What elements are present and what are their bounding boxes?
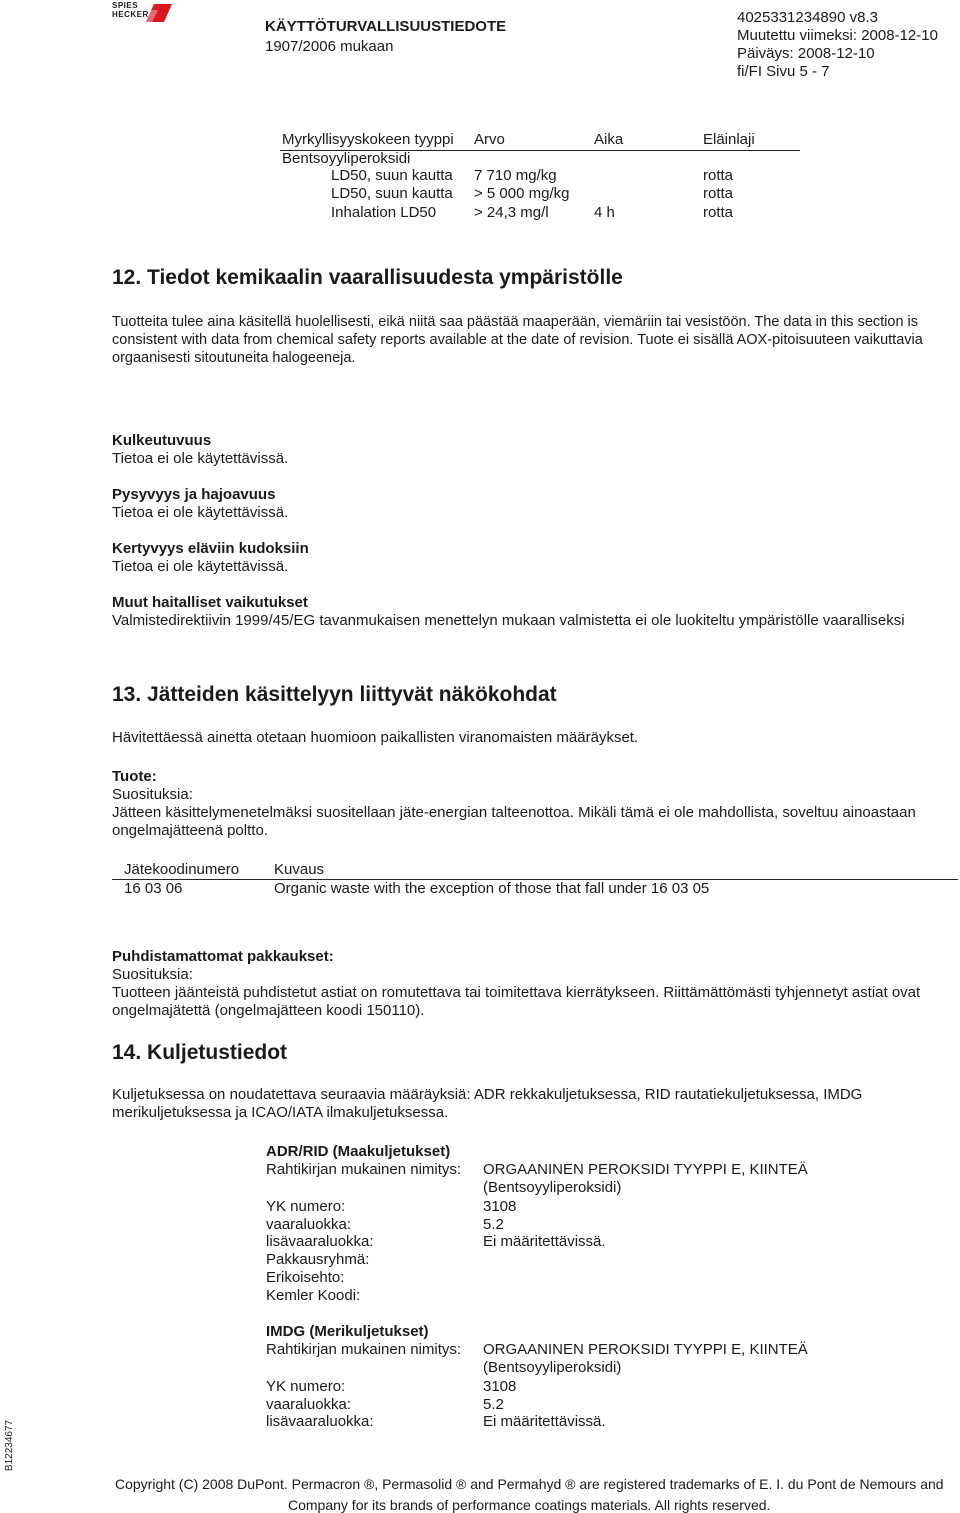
adr-shipping-name-2: (Bentsoyyliperoksidi) — [483, 1179, 622, 1196]
imdg-un-value: 3108 — [483, 1378, 517, 1395]
adr-un-value: 3108 — [483, 1198, 517, 1215]
tox-row-type: LD50, suun kautta — [331, 185, 453, 202]
packaging-heading: Puhdistamattomat pakkaukset: — [112, 948, 334, 965]
section-14-intro: Kuljetuksessa on noudatettava seuraavia määräyksiä: ADR rekkakuljetuksessa, RID rautatiekuljetuksessa, IMDG merikuljetuksessa ja ICAO/IATA ilmakuljetuksessa. — [112, 1086, 863, 1121]
waste-header-code: Jätekoodinumero — [124, 861, 240, 878]
document-title: KÄYTTÖTURVALLISUUSTIEDOTE — [265, 18, 507, 35]
adr-shipping-name: ORGAANINEN PEROKSIDI TYYPPI E, KIINTEÄ — [483, 1161, 808, 1178]
adr-class-label: vaaraluokka: — [266, 1216, 352, 1233]
packaging-rec-label: Suosituksia: — [112, 966, 193, 983]
imdg-shipping-name-label: Rahtikirjan mukainen nimitys: — [266, 1341, 462, 1358]
tox-row-value: 7 710 mg/kg — [474, 167, 557, 184]
section-12-title: 12. Tiedot kemikaalin vaarallisuudesta ympäristölle — [112, 266, 623, 289]
tox-header-species: Eläinlaji — [703, 131, 755, 148]
tox-header-value: Arvo — [474, 131, 505, 148]
document-subtitle: 1907/2006 mukaan — [265, 38, 394, 55]
adr-sub-value: Ei määritettävissä. — [483, 1233, 606, 1250]
product-rec-text: Jätteen käsittelymenetelmäksi suositellaan jäte-energian talteenottoa. Mikäli tämä ei ole mahdollista, soveltuu ainoastaan ongelmajätteenä poltto. — [112, 804, 916, 839]
imdg-shipping-name: ORGAANINEN PEROKSIDI TYYPPI E, KIINTEÄ — [483, 1341, 808, 1358]
tox-row-species: rotta — [703, 185, 734, 202]
packaging-rec-text: Tuotteen jäänteistä puhdistetut astiat on romutettava tai toimitettava kierrätykseen. Riittämättömästi tyhjennetyt astiat ovat ongelmajätettä (ongelmajätteen koodi 150110). — [112, 984, 921, 1019]
product-heading: Tuote: — [112, 768, 157, 785]
subsection-text: Tietoa ei ole käytettävissä. — [112, 450, 289, 467]
company-logo — [112, 2, 174, 22]
imdg-heading: IMDG (Merikuljetukset) — [266, 1323, 429, 1340]
tox-row-value: > 5 000 mg/kg — [474, 185, 570, 202]
waste-code: 16 03 06 — [124, 880, 183, 897]
subsection-heading: Muut haitalliset vaikutukset — [112, 594, 308, 611]
section-14-title: 14. Kuljetustiedot — [112, 1041, 288, 1064]
adr-shipping-name-label: Rahtikirjan mukainen nimitys: — [266, 1161, 462, 1178]
adr-un-label: YK numero: — [266, 1198, 346, 1215]
subsection-text: Tietoa ei ole käytettävissä. — [112, 558, 289, 575]
page-number: fi/FI Sivu 5 - 7 — [737, 63, 830, 80]
adr-kemler-label: Kemler Koodi: — [266, 1287, 361, 1304]
logo-text-top: SPIES — [112, 1, 139, 10]
adr-sub-label: lisävaaraluokka: — [266, 1233, 374, 1250]
tox-row-species: rotta — [703, 167, 734, 184]
section-12-intro: Tuotteita tulee aina käsitellä huolellisesti, eikä niitä saa päästää maaperään, viemäriin tai vesistöön. The data in this section is consistent with data from chemical safety reports available at the date of revision. Tuote ei sisällä AOX-pitoisuuteen vaikuttavia orgaanisesti sitoutuneita halogeeneja. — [112, 314, 923, 366]
side-document-code: B12234677 — [4, 1419, 16, 1472]
issue-date: Päiväys: 2008-12-10 — [737, 45, 875, 62]
section-13-intro: Hävitettäessä ainetta otetaan huomioon paikallisten viranomaisten määräykset. — [112, 729, 639, 746]
tox-header-type: Myrkyllisyyskokeen tyyppi — [282, 131, 454, 148]
doc-id-line — [737, 8, 878, 28]
adr-heading: ADR/RID (Maakuljetukset) — [266, 1143, 451, 1160]
subsection-heading: Kertyvyys eläviin kudoksiin — [112, 540, 309, 557]
footer-copyright-line-1: Copyright (C) 2008 DuPont. Permacron ®, Permasolid ® and Permahyd ® are registered trademarks of E. I. du Pont de Nemours and — [115, 1476, 944, 1492]
subsection-heading: Pysyvyys ja hajoavuus — [112, 486, 276, 503]
tox-header-time: Aika — [594, 131, 624, 148]
tox-row-type: LD50, suun kautta — [331, 167, 453, 184]
doc-version: v8.3 — [849, 9, 878, 26]
tox-substance: Bentsoyyliperoksidi — [282, 150, 411, 167]
adr-class-value: 5.2 — [483, 1216, 504, 1233]
subsection-text: Valmistedirektiivin 1999/45/EG tavanmukaisen menettelyn mukaan valmistetta ei ole luokiteltu ympäristölle vaaralliseksi — [112, 612, 905, 629]
subsection-text: Tietoa ei ole käytettävissä. — [112, 504, 289, 521]
tox-row-value: > 24,3 mg/l — [474, 204, 549, 221]
section-13-title: 13. Jätteiden käsittelyyn liittyvät näkökohdat — [112, 683, 557, 706]
adr-special-label: Erikoisehto: — [266, 1269, 345, 1286]
adr-pg-label: Pakkausryhmä: — [266, 1251, 370, 1268]
imdg-un-label: YK numero: — [266, 1378, 346, 1395]
imdg-sub-value: Ei määritettävissä. — [483, 1413, 606, 1430]
waste-desc: Organic waste with the exception of those that fall under 16 03 05 — [274, 880, 710, 897]
waste-header-desc: Kuvaus — [274, 861, 325, 878]
product-rec-label: Suosituksia: — [112, 786, 193, 803]
doc-id: 4025331234890 — [737, 9, 846, 26]
tox-row-type: Inhalation LD50 — [331, 204, 437, 221]
tox-row-species: rotta — [703, 204, 734, 221]
modified-date: Muutettu viimeksi: 2008-12-10 — [737, 27, 938, 44]
imdg-class-label: vaaraluokka: — [266, 1396, 352, 1413]
imdg-class-value: 5.2 — [483, 1396, 504, 1413]
subsection-heading: Kulkeutuvuus — [112, 432, 212, 449]
footer-copyright-line-2: Company for its brands of performance coatings materials. All rights reserved. — [288, 1497, 771, 1513]
imdg-shipping-name-2: (Bentsoyyliperoksidi) — [483, 1359, 622, 1376]
imdg-sub-label: lisävaaraluokka: — [266, 1413, 374, 1430]
logo-text-bottom: HECKER — [112, 10, 149, 19]
tox-row-time: 4 h — [594, 204, 615, 221]
